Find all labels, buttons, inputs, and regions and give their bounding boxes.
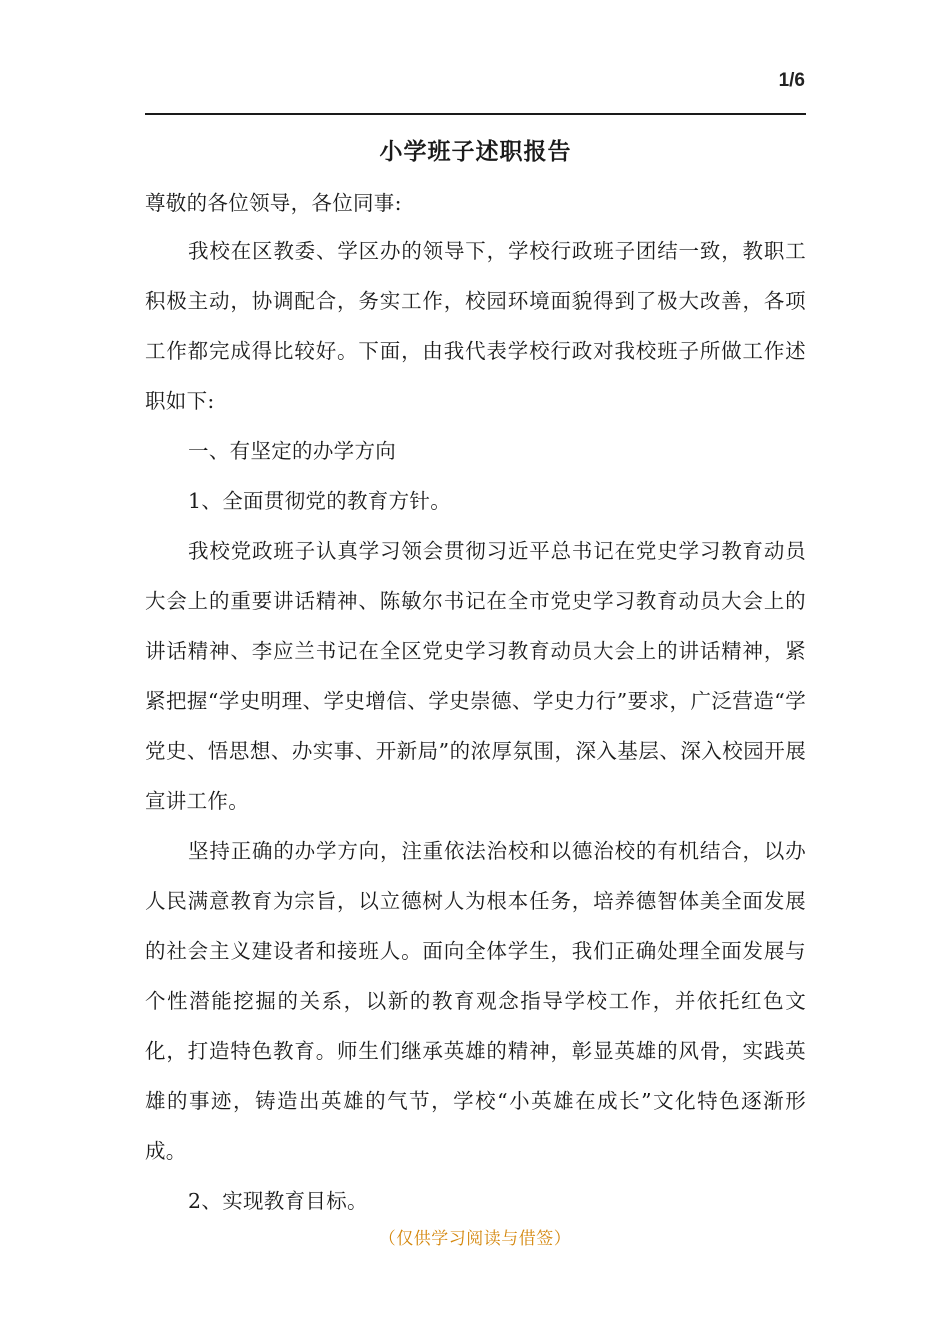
header-divider [145, 113, 806, 115]
paragraph-school-direction: 坚持正确的办学方向，注重依法治校和以德治校的有机结合，以办人民满意教育为宗旨，以立德树人为根本任务，培养德智体美全面发展的社会主义建设者和接班人。面向全体学生，我们正确处理全面发展与个性潜能挖掘的关系，以新的教育观念指导学校工作，并依托红色文化，打造特色教育。师生们继承英雄的精神，彰显英雄的风骨，实践英雄的事迹，铸造出英雄的气节，学校“小英雄在成长”文化特色逐渐形成。 [145, 839, 806, 1163]
document-title: 小学班子述职报告 [379, 138, 572, 165]
subsection-heading-2: 2、实现教育目标。 [188, 1189, 368, 1213]
salutation: 尊敬的各位领导，各位同事: [145, 191, 402, 215]
page-number: 1/6 [778, 70, 805, 91]
footer-note: （仅供学习阅读与借签） [378, 1229, 572, 1249]
paragraph-intro: 我校在区教委、学区办的领导下，学校行政班子团结一致，教职工积极主动，协调配合，务实工作，校园环境面貌得到了极大改善，各项工作都完成得比较好。下面，由我代表学校行政对我校班子所做工作述职如下: [145, 239, 806, 413]
paragraph-party-study: 我校党政班子认真学习领会贯彻习近平总书记在党史学习教育动员大会上的重要讲话精神、陈敏尔书记在全市党史学习教育动员大会上的讲话精神、李应兰书记在全区党史学习教育动员大会上的讲话精神，紧紧把握“学史明理、学史增信、学史崇德、学史力行”要求，广泛营造“学党史、悟思想、办实事、开新局”的浓厚氛围，深入基层、深入校园开展宣讲工作。 [145, 539, 806, 813]
document-body [145, 180, 806, 1226]
section-heading-1: 一、有坚定的办学方向 [188, 439, 397, 463]
subsection-heading-1: 1、全面贯彻党的教育方针。 [188, 489, 451, 513]
